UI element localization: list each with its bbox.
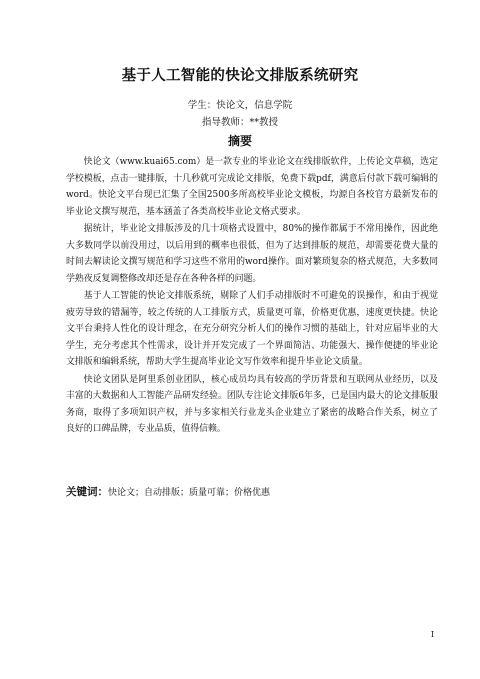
- paper-title: 基于人工智能的快论文排版系统研究: [121, 68, 359, 84]
- abstract-paragraph-3: 基于人工智能的快论文排版系统，剔除了人们手动排版时不可避免的误操作，和由于视觉疲劳导致的错漏等，较之传统的人工排版方式，质量更可靠，价格更优惠，速度更快捷。快论文平台秉持人性化的设计理念，在充分研究分析人们的操作习惯的基础上，针对应届毕业的大学生，充分考虑其个性需求，设计并开发完成了一个界面简洁、功能强大、操作便捷的毕业论文排版和编辑系统，帮助大学生提高毕业论文写作效率和提升毕业论文质量。: [66, 291, 438, 367]
- abstract-heading: 摘要: [227, 134, 252, 148]
- abstract-paragraph-4: 快论文团队是阿里系创业团队，核心成员均具有较高的学历背景和互联网从业经历，以及丰富的大数据和人工智能产品研发经验。团队专注论文排版6年多，已是国内最大的论文排版服务商，取得了多项知识产权，并与多家相关行业龙头企业建立了紧密的战略合作关系，树立了良好的口碑品牌，专业品质，值得信赖。: [66, 374, 438, 434]
- abstract-paragraph-1: 快论文（www.kuai65.com）是一款专业的毕业论文在线排版软件，上传论文草稿，选定学校模板，点击一键排版，十几秒就可完成论文排版，免费下载pdf，满意后付款下载可编辑的word。快论文平台现已汇集了全国2500多所高校毕业论文模板，均源自各校官方最新发布的毕业论文撰写规范，基本涵盖了各类高校毕业论文格式要求。: [66, 157, 438, 217]
- keywords-label: 关键词：: [66, 486, 108, 498]
- abstract-body: [66, 154, 438, 439]
- page-number: I: [430, 630, 434, 639]
- student-info: 学生：快论文，信息学院: [187, 100, 293, 111]
- abstract-paragraph-2: 据统计，毕业论文排版涉及的几十项格式设置中，80%的操作都属于不常用操作，因此绝大多数同学以前没用过，以后用到的概率也很低，但为了达到排版的规范，却需要花费大量的时间去解读论文撰写规范和学习这些不常用的word操作。面对繁琐复杂的格式规范，大多数同学熟夜反复调整修改却还是存在各种各样的问题。: [66, 224, 438, 284]
- advisor-info: 指导教师：**教授: [201, 117, 278, 128]
- keywords-line: [66, 484, 438, 499]
- keywords-list: 快论文；自动排版；质量可靠；价格优惠: [108, 488, 271, 498]
